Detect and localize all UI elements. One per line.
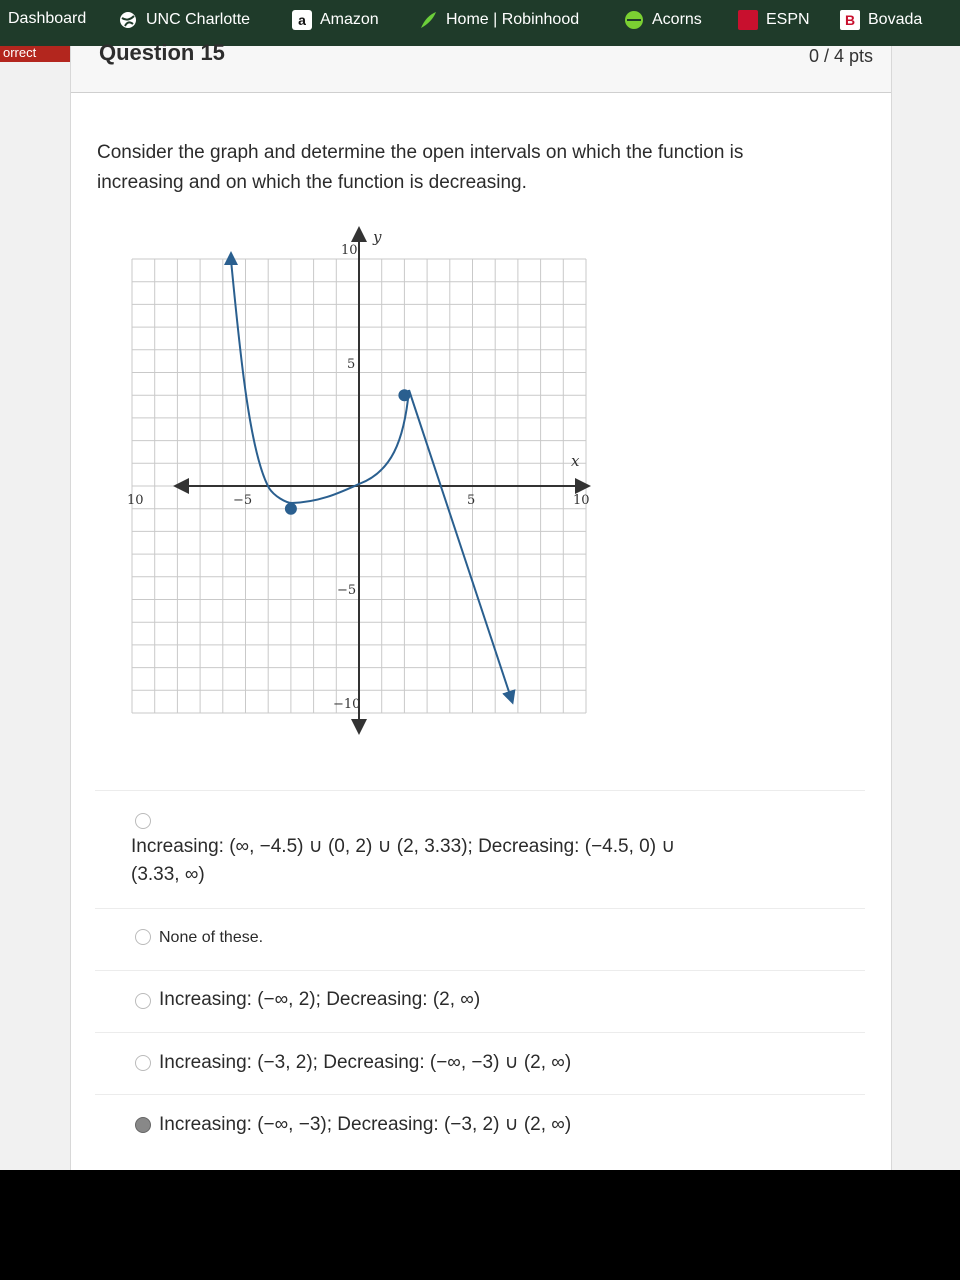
tick-label-x-neg10: 10 xyxy=(127,493,144,508)
option-radio[interactable] xyxy=(135,993,151,1009)
feather-icon xyxy=(418,10,438,30)
option-text: Increasing: (−∞, −3); Decreasing: (−3, 2) ∪ (2, ∞) xyxy=(159,1114,572,1135)
option-radio[interactable] xyxy=(135,813,151,829)
acorn-icon xyxy=(624,10,644,30)
bookmark-robinhood[interactable] xyxy=(418,10,579,30)
tick-label-x-10: 10 xyxy=(573,493,590,508)
option-radio-selected[interactable] xyxy=(135,1117,151,1133)
tick-label-x-5: 5 xyxy=(467,493,476,508)
option-text: Increasing: (−∞, 2); Decreasing: (2, ∞) xyxy=(159,989,481,1010)
tick-label-y-neg5: −5 xyxy=(337,583,357,598)
key-points xyxy=(285,389,411,515)
x-axis-label: x xyxy=(571,452,580,470)
tick-label-x-neg5: −5 xyxy=(233,493,253,508)
question-title: Question 15 xyxy=(99,40,225,65)
option-text: Increasing: (∞, −4.5) ∪ (0, 2) ∪ (2, 3.33); Decreasing: (−4.5, 0) ∪ (3.33, ∞) xyxy=(131,836,676,885)
tick-label-y-neg10: −10 xyxy=(333,697,361,712)
option-text: Increasing: (−3, 2); Decreasing: (−∞, −3) ∪ (2, ∞) xyxy=(159,1052,572,1073)
key-point xyxy=(398,389,410,401)
answer-option-4[interactable] xyxy=(95,1032,865,1093)
answer-option-1[interactable] xyxy=(95,790,865,907)
bookmark-label: Amazon xyxy=(320,11,379,28)
answer-option-3[interactable] xyxy=(95,970,865,1031)
key-point xyxy=(285,503,297,515)
bovada-icon: B xyxy=(840,10,860,30)
quiz-page xyxy=(0,40,960,1170)
globe-icon xyxy=(118,10,138,30)
function-graph xyxy=(101,222,701,752)
bookmark-acorns[interactable] xyxy=(624,10,702,30)
tick-label-y-5: 5 xyxy=(347,357,356,372)
bookmark-label: Dashboard xyxy=(8,10,87,27)
bookmark-label: Bovada xyxy=(868,11,923,28)
question-prompt: Consider the graph and determine the open intervals on which the function is increasing and on which the function is decreasing. xyxy=(97,142,744,193)
option-text: None of these. xyxy=(159,929,264,946)
y-axis-label: y xyxy=(373,228,382,246)
bookmark-label: Acorns xyxy=(652,11,702,28)
espn-icon xyxy=(738,10,758,30)
tick-label-y-10: 10 xyxy=(341,243,358,258)
question-header xyxy=(71,40,891,93)
bookmark-dashboard[interactable] xyxy=(8,10,86,28)
bookmark-amazon[interactable] xyxy=(292,10,379,30)
bookmark-espn[interactable] xyxy=(738,10,810,30)
answer-option-5[interactable] xyxy=(95,1094,865,1155)
bookmark-bovada[interactable] xyxy=(840,10,922,30)
question-points: 0 / 4 pts xyxy=(808,46,873,66)
option-radio[interactable] xyxy=(135,1055,151,1071)
bookmark-unc-charlotte[interactable] xyxy=(118,10,250,30)
function-curve-left xyxy=(231,260,409,503)
bookmark-label: Home | Robinhood xyxy=(446,11,580,28)
answer-option-2[interactable] xyxy=(95,908,865,969)
status-tab: orrect xyxy=(0,46,83,62)
bookmark-label: ESPN xyxy=(766,11,810,28)
question-card xyxy=(70,40,892,1170)
option-radio[interactable] xyxy=(135,929,151,945)
bookmark-label: UNC Charlotte xyxy=(146,11,251,28)
amazon-icon: a xyxy=(292,10,312,30)
